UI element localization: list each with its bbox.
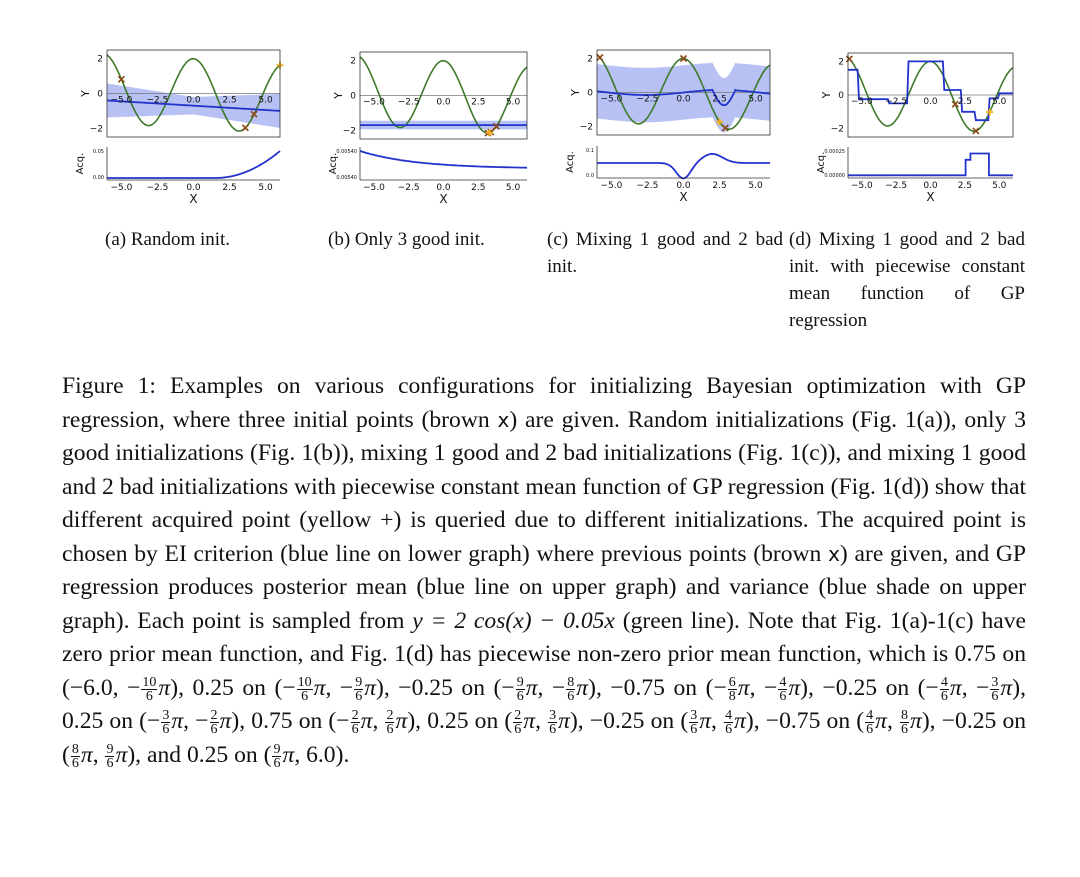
upper-ytick-label: 2 — [587, 54, 593, 65]
lower-xtick-label: 0.0 — [436, 183, 451, 193]
lower-ytick-label: 0.1 — [586, 148, 594, 154]
fraction-term: $\frac{9}{6}$ π — [106, 741, 128, 771]
interval-item: −0.25 on (− $\frac{9}{6}$ π, − $\frac{8}{6}$ π), — [398, 674, 611, 704]
fraction: $\frac{10}{6}$ — [142, 674, 157, 704]
fraction: $\frac{10}{6}$ — [297, 674, 312, 704]
fraction: $\frac{3}{6}$ — [549, 708, 557, 738]
subcaption-c: (c) Mixing 1 good and 2 bad init. — [547, 229, 783, 277]
fraction-term: $\frac{4}{6}$ π — [866, 708, 887, 738]
acquired-point — [986, 109, 993, 116]
interval-item: 0.75 on (− $\frac{2}{6}$ π, $\frac{2}{6}$ π), — [251, 708, 428, 738]
upper-ylabel: Y — [332, 92, 345, 99]
sample-point — [597, 54, 603, 60]
upper-ytick-label: −2 — [830, 124, 844, 135]
fraction-term: − $\frac{3}{6}$ π — [147, 708, 184, 738]
upper-ytick-label: 0 — [97, 89, 103, 100]
lower-xtick-label: 2.5 — [957, 181, 973, 191]
caption-text-4: (green line). Note that Fig. 1(a)-1(c) have zero prior mean function, and Fig. 1(d) has piecewise non-zero prior mean function, which is — [62, 607, 1026, 667]
fraction: $\frac{8}{6}$ — [901, 708, 908, 738]
upper-xtick-label: −5.0 — [362, 97, 385, 108]
upper-xtick-label: 2.5 — [957, 97, 973, 107]
lower-xtick-label: −5.0 — [850, 181, 873, 191]
subplot-a — [70, 40, 320, 255]
fraction: $\frac{4}{6}$ — [725, 708, 733, 738]
xlabel: X — [439, 192, 448, 206]
upper-ytick-label: 2 — [838, 57, 844, 68]
fraction-term: $\frac{3}{6}$ π — [549, 708, 570, 738]
caption-text-3: ) are given, and GP regression produces posterior mean (blue line on upper graph) and variance (blue shade on upper graph). Each point is sampled from — [62, 540, 1026, 634]
lower-xtick-label: −5.0 — [110, 183, 133, 193]
fraction-term: − $\frac{10}{6}$ π — [282, 674, 326, 704]
upper-xtick-label: 2.5 — [471, 97, 486, 108]
lower-ytick-label: 0.00540 — [336, 175, 357, 181]
upper-xtick-label: −2.5 — [885, 97, 908, 107]
lower-xtick-label: 5.0 — [992, 181, 1007, 191]
fraction: $\frac{2}{6}$ — [514, 708, 522, 738]
fraction: $\frac{8}{6}$ — [567, 674, 575, 704]
figure-caption — [62, 370, 1026, 772]
fraction: $\frac{4}{6}$ — [866, 708, 874, 738]
subplot-c — [553, 40, 803, 255]
fraction: $\frac{2}{6}$ — [351, 708, 359, 738]
interval-item: 0.25 on (− $\frac{10}{6}$ π, − $\frac{9}{6}$ π), — [192, 674, 399, 704]
interval-item: −0.75 on ( $\frac{4}{6}$ π, $\frac{8}{6}$ π), — [765, 708, 942, 738]
interval-item: −0.25 on ( $\frac{3}{6}$ π, $\frac{4}{6}$ π), — [589, 708, 766, 738]
fraction-term: − $\frac{4}{6}$ π — [764, 674, 801, 704]
lower-xtick-label: 0.0 — [923, 181, 938, 191]
fraction: $\frac{3}{6}$ — [690, 708, 698, 738]
upper-xtick-label: 5.0 — [992, 97, 1007, 107]
fraction-term: − $\frac{3}{6}$ π — [976, 674, 1013, 704]
upper-xtick-label: −2.5 — [146, 95, 169, 106]
lower-xtick-label: 2.5 — [222, 183, 237, 193]
subplot-d — [802, 40, 1052, 255]
xlabel: X — [679, 190, 688, 204]
upper-ytick-label: 0 — [350, 91, 356, 102]
lower-ylabel: Acq. — [328, 152, 339, 175]
upper-ylabel: Y — [569, 89, 582, 96]
fraction-term: − $\frac{6}{8}$ π — [713, 674, 750, 704]
upper-ytick-label: −2 — [342, 126, 356, 137]
fraction-term: $\frac{4}{6}$ π — [725, 708, 746, 738]
lower-xtick-label: −2.5 — [885, 181, 908, 191]
upper-ytick-label: 0 — [838, 91, 844, 101]
lower-ylabel: Acq. — [816, 151, 827, 174]
upper-ytick-label: 0 — [587, 88, 593, 99]
caption-paragraph — [62, 370, 1026, 772]
lower-ylabel: Acq. — [565, 151, 576, 173]
lower-ytick-label: 0.00 — [92, 175, 104, 181]
upper-xtick-label: −5.0 — [110, 95, 133, 106]
lower-ylabel: Acq. — [75, 152, 86, 175]
caption-text-2: ) are given. Random initializations (Fig. 1(a)), only 3 good initializations (Fig. 1(b)), mixing 1 good and 2 bad initializations (Fig. 1(c)), and mixing 1 good and 2 bad initializations with piecewise constant mean function of GP regression (Fig. 1(d)) show that different acquired point (yellow +) is queried due to different initializations. The acquired point is chosen by EI criterion (blue line on lower graph) where previous points (brown — [62, 406, 1026, 567]
lower-xtick-label: −2.5 — [146, 183, 169, 193]
fraction: $\frac{4}{6}$ — [940, 674, 948, 704]
fraction: $\frac{3}{6}$ — [991, 674, 999, 704]
fraction-term: $\frac{2}{6}$ π — [386, 708, 408, 738]
brown-x-mark: x — [828, 541, 840, 566]
interval-item: 0.25 on (− $\frac{3}{6}$ π, − $\frac{2}{6}$ π), — [62, 708, 252, 738]
lower-xtick-label: 5.0 — [748, 181, 763, 191]
fraction-term: − $\frac{2}{6}$ π — [336, 708, 373, 738]
lower-xtick-label: 0.0 — [676, 181, 691, 191]
upper-xtick-label: 5.0 — [748, 94, 763, 105]
lower-xtick-label: 5.0 — [258, 183, 273, 193]
lower-ytick-label: 0.0 — [586, 173, 594, 179]
lower-xtick-label: −5.0 — [362, 183, 385, 193]
fraction-term: − $\frac{2}{6}$ π — [195, 708, 232, 738]
fraction: $\frac{6}{8}$ — [728, 674, 736, 704]
caption-formula: y = 2 cos(x) − 0.05x — [412, 607, 615, 634]
upper-xtick-label: 5.0 — [258, 95, 273, 106]
interval-item: 0.25 on ( $\frac{2}{6}$ π, $\frac{3}{6}$ π), — [427, 708, 590, 738]
fraction-term: $\frac{9}{6}$ π — [273, 741, 295, 771]
upper-ylabel: Y — [820, 91, 833, 99]
acquisition-line — [848, 154, 1013, 176]
acquisition-line — [360, 151, 527, 168]
sample-point — [846, 56, 852, 62]
lower-ytick-label: 0.00025 — [824, 149, 845, 155]
lower-ytick-label: 0.00540 — [336, 149, 357, 155]
acquisition-line — [597, 154, 770, 179]
sample-point — [118, 76, 124, 82]
interval-item: −0.25 on ( $\frac{8}{6}$ π, $\frac{9}{6}$ π), and — [62, 708, 1027, 771]
upper-xtick-label: 0.0 — [923, 97, 938, 107]
fraction: $\frac{9}{6}$ — [106, 741, 114, 771]
interval-item: −0.25 on (− $\frac{4}{6}$ π, − $\frac{3}{6}$ π), — [822, 674, 1027, 704]
lower-xtick-label: 2.5 — [712, 181, 727, 191]
lower-xtick-label: 5.0 — [505, 183, 521, 193]
acquisition-line — [107, 151, 280, 178]
fraction: $\frac{8}{6}$ — [71, 741, 79, 771]
lower-xtick-label: 0.0 — [186, 183, 201, 193]
upper-ytick-label: −2 — [579, 122, 593, 133]
brown-x-mark: x — [497, 407, 510, 432]
fraction-term: − $\frac{10}{6}$ π — [127, 674, 171, 704]
fraction: $\frac{9}{6}$ — [516, 674, 524, 704]
subcaption-d: (d) Mixing 1 good and 2 bad init. with piecewise constant mean function of GP regression — [789, 229, 1025, 331]
lower-ytick-label: 0.00000 — [824, 173, 845, 179]
upper-xtick-label: −2.5 — [636, 94, 659, 105]
upper-xtick-label: 5.0 — [505, 97, 521, 108]
fraction-term: $\frac{2}{6}$ π — [514, 708, 536, 738]
fraction-term: $\frac{3}{6}$ π — [690, 708, 712, 738]
fraction-term: − $\frac{9}{6}$ π — [501, 674, 538, 704]
subcaption-a: (a) Random init. — [105, 229, 231, 250]
interval-bound: 6.0 — [306, 741, 336, 768]
upper-xtick-label: 0.0 — [676, 94, 691, 105]
fraction-term: − $\frac{4}{6}$ π — [925, 674, 962, 704]
lower-xtick-label: −2.5 — [397, 183, 420, 193]
lower-xtick-label: −5.0 — [600, 181, 623, 191]
fraction: $\frac{3}{6}$ — [162, 708, 170, 738]
upper-ylabel: Y — [79, 90, 92, 97]
upper-ytick-label: 2 — [97, 54, 103, 65]
fraction-term: − $\frac{8}{6}$ π — [551, 674, 589, 704]
fraction-term: − $\frac{9}{6}$ π — [339, 674, 377, 704]
upper-xtick-label: −5.0 — [600, 94, 623, 105]
upper-xtick-label: 2.5 — [222, 95, 237, 106]
xlabel: X — [926, 190, 935, 204]
fraction: $\frac{9}{6}$ — [273, 741, 281, 771]
upper-xtick-label: −5.0 — [850, 97, 873, 107]
upper-xtick-label: 0.0 — [436, 97, 451, 108]
upper-ytick-label: −2 — [89, 124, 103, 135]
interval-bound: −6.0 — [69, 674, 113, 701]
upper-ytick-label: 2 — [350, 56, 356, 67]
interval-item: 0.25 on ( $\frac{9}{6}$ π, 6.0). — [186, 741, 350, 771]
xlabel: X — [189, 192, 198, 206]
interval-item: 0.75 on (−6.0, − $\frac{10}{6}$ π), — [62, 641, 1026, 704]
sample-point — [242, 125, 248, 131]
lower-ytick-label: 0.05 — [92, 149, 104, 155]
upper-xtick-label: −2.5 — [397, 97, 420, 108]
subplot-b — [320, 40, 570, 255]
upper-xtick-label: 0.0 — [186, 95, 201, 106]
fraction-term: $\frac{8}{6}$ π — [71, 741, 93, 771]
subcaption-b: (b) Only 3 good init. — [328, 229, 485, 250]
caption-text-1: Figure 1: Examples on various configurations for initializing Bayesian optimization with GP regression, where three initial points (brown — [62, 373, 1026, 433]
lower-xtick-label: 2.5 — [471, 183, 486, 193]
lower-xtick-label: −2.5 — [636, 181, 659, 191]
fraction: $\frac{9}{6}$ — [355, 674, 363, 704]
fraction: $\frac{4}{6}$ — [779, 674, 787, 704]
fraction: $\frac{2}{6}$ — [210, 708, 218, 738]
fraction-term: $\frac{8}{6}$ π — [901, 708, 922, 738]
interval-item: −0.75 on (− $\frac{6}{8}$ π, − $\frac{4}{6}$ π), — [610, 674, 823, 704]
fraction: $\frac{2}{6}$ — [386, 708, 394, 738]
upper-xtick-label: 2.5 — [712, 94, 727, 105]
